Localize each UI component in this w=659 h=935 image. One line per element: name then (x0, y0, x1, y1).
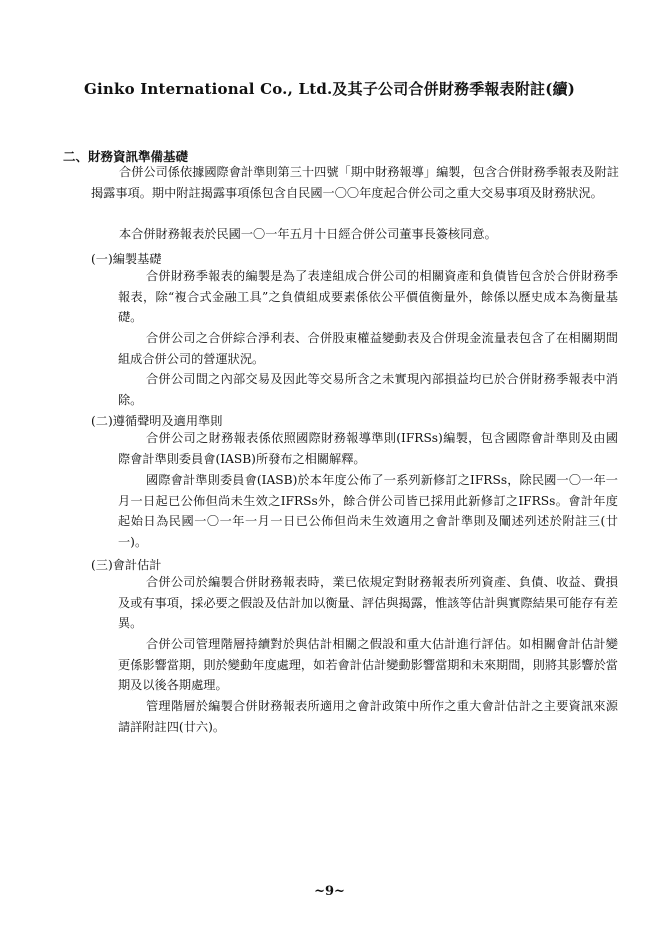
subsection-heading-estimates: (三)會計估計 (91, 558, 162, 572)
page-title: Ginko International Co., Ltd.及其子公司合併財務季報表附註(續) (83, 80, 576, 98)
basis-paragraph-3-text: 合併公司間之內部交易及因此等交易所含之未實現內部損益均已於合併財務季報表中消除。 (118, 372, 618, 407)
estimates-paragraph-2 (118, 634, 618, 696)
basis-paragraph-2 (118, 328, 618, 369)
basis-paragraph-1-text: 合併財務季報表的編製是為了表達組成合併公司的相關資產和負債皆包含於合併財務季報表，除“複合式金融工具”之負債組成要素係依公平價值衡量外，餘係以歷史成本為衡量基礎。 (118, 269, 618, 325)
intro-paragraph-2 (91, 224, 619, 245)
subsection-heading-compliance: (二)遵循聲明及適用準則 (91, 414, 223, 428)
compliance-paragraph-2-text: 國際會計準則委員會(IASB)於本年度公佈了一系列新修訂之IFRSs，除民國一〇一年一月一日起已公佈但尚未生效之IFRSs外，餘合併公司皆已採用此新修訂之IFRSs。會計年度起始日為民國一〇一年一月一日已公佈但尚未生效適用之會計準則及闡述列述於附註三(廿一)。 (118, 473, 618, 549)
estimates-paragraph-3 (118, 696, 618, 737)
intro-paragraph-1-text: 合併公司係依據國際會計準則第三十四號「期中財務報導」編製，包含合併財務季報表及附註揭露事項。期中附註揭露事項係包含自民國一〇〇年度起合併公司之重大交易事項及財務狀況。 (91, 165, 619, 200)
estimates-paragraph-1 (118, 572, 618, 634)
intro-paragraph-1 (91, 162, 619, 203)
basis-paragraph-2-text: 合併公司之合併綜合淨利表、合併股東權益變動表及合併現金流量表包含了在相關期間組成合併公司的營運狀況。 (118, 331, 618, 366)
subsection-heading-basis: (一)編製基礎 (91, 252, 162, 266)
compliance-paragraph-2 (118, 470, 618, 552)
basis-paragraph-3 (118, 369, 618, 410)
intro-paragraph-2-text: 本合併財務報表於民國一〇一年五月十日經合併公司董事長簽核同意。 (119, 227, 497, 241)
basis-paragraph-1 (118, 266, 618, 328)
estimates-paragraph-2-text: 合併公司管理階層持續對於與估計相關之假設和重大估計進行評估。如相關會計估計變更係影響當期，則於變動年度處理，如若會計估計變動影響當期和未來期間，則將其影響於當期及以後各期處理。 (118, 637, 618, 693)
section-heading: 二、財務資訊準備基礎 (63, 149, 189, 164)
compliance-paragraph-1 (118, 428, 618, 469)
estimates-paragraph-1-text: 合併公司於編製合併財務報表時，業已依規定對財務報表所列資產、負債、收益、費損及或有事項，採必要之假設及估計加以衡量、評估與揭露，惟該等估計與實際結果可能存有差異。 (118, 575, 618, 631)
page-number: ~9~ (314, 884, 345, 899)
compliance-paragraph-1-text: 合併公司之財務報表係依照國際財務報導準則(IFRSs)編製，包含國際會計準則及由國際會計準則委員會(IASB)所發布之相關解釋。 (118, 431, 618, 466)
estimates-paragraph-3-text: 管理階層於編製合併財務報表所適用之會計政策中所作之重大會計估計之主要資訊來源請詳附註四(廿六)。 (118, 699, 618, 734)
